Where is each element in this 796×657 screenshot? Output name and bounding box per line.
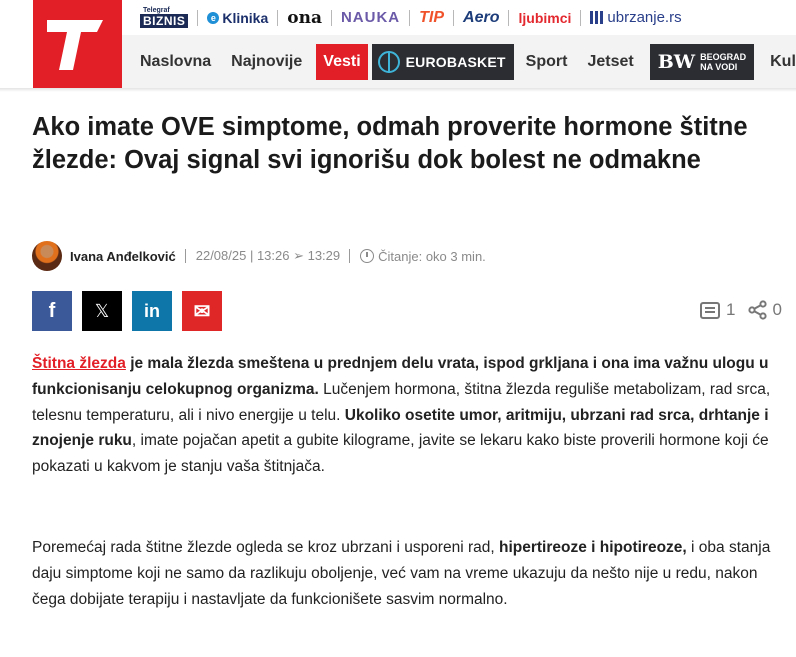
brand-nauka-link[interactable] (341, 9, 400, 26)
body-text: Lučenjem hormona, štitna žlezda reguliše metabolizam, rad srca, telesnu temperaturu, ali i nivo energije u telu. (32, 380, 771, 424)
body-text: Poremećaj rada štitne žlezde ogleda se kroz ubrzani i usporeni rad, (32, 539, 499, 556)
divider (508, 10, 509, 26)
share-linkedin-button[interactable] (132, 291, 172, 331)
facebook-icon: f (48, 299, 56, 322)
article-paragraph-1 (32, 351, 772, 480)
site-logo[interactable] (33, 0, 122, 88)
bold-text: je mala žlezda smeštena u prednjem delu vrata, ispod grkljana i ona ima važnu ulogu u funkcionisanju celokupnog organizma. (32, 355, 769, 398)
divider (349, 249, 350, 263)
eurobasket-label: EUROBASKET (405, 53, 506, 70)
telegraf-t-logo-icon (43, 14, 111, 74)
bw-line1: BEOGRAD (700, 51, 747, 62)
nav-naslovna[interactable]: Naslovna (140, 52, 212, 70)
brand-biznis-link[interactable] (140, 7, 188, 28)
article-title: Ako imate OVE simptome, odmah proverite hormone štitne žlezde: Ovaj signal svi ignorišu dok bolest ne odmakne (32, 113, 748, 174)
body-text: , imate pojačan apetit a gubite kilograme, javite se lekaru kako biste proverili hormone koji će pokazati u kakvom je stanju vaša štitnjača. (32, 432, 769, 476)
divider (277, 10, 278, 26)
email-icon: ✉ (193, 300, 211, 323)
reading-time: Čitanje: oko 3 min. (378, 248, 486, 264)
klinika-label: Klinika (222, 9, 269, 26)
brand-ljubimci-link[interactable] (518, 10, 571, 26)
nav-beograd-na-vodi[interactable] (650, 44, 754, 80)
ona-label: ona (287, 7, 322, 28)
brand-klinika-link[interactable] (207, 10, 268, 26)
ubrzanje-logo-icon (590, 11, 603, 24)
bold-text: hipertireoze i hipotireoze, (498, 539, 687, 556)
share-email-button[interactable] (182, 291, 222, 331)
tip-label: TIP (419, 8, 445, 26)
nav-sport[interactable]: Sport (525, 52, 568, 70)
bw-logo: BW (657, 50, 696, 73)
article-meta (32, 241, 486, 271)
header-shadow (0, 88, 796, 92)
nav-najnovije[interactable]: Najnovije (231, 52, 303, 70)
nauka-label: NAUKA (340, 9, 401, 26)
comment-icon[interactable] (700, 302, 720, 319)
ljubimci-label: ljubimci (518, 9, 572, 26)
divider (580, 10, 581, 26)
linkedin-icon: in (144, 300, 160, 321)
brand-ubrzanje-link[interactable] (590, 9, 681, 26)
comment-count[interactable]: 1 (726, 300, 736, 319)
main-nav (122, 35, 796, 88)
divider (185, 249, 186, 263)
bw-line2: NA VODI (700, 61, 738, 72)
brand-aero-link[interactable] (463, 9, 499, 27)
nav-jetset[interactable]: Jetset (587, 52, 634, 70)
klinika-icon: e (207, 12, 219, 24)
author-avatar[interactable] (32, 241, 62, 271)
top-brands-bar (122, 0, 796, 35)
nav-eurobasket[interactable] (372, 44, 514, 80)
aero-label: Aero (463, 8, 500, 26)
ubrzanje-label: ubrzanje.rs (607, 9, 682, 26)
share-facebook-button[interactable] (32, 291, 72, 331)
engagement-counters (700, 300, 782, 320)
timer-icon (360, 249, 374, 263)
publish-date: 22/08/25 | 13:26 ➢ 13:29 (195, 248, 341, 263)
article-paragraph-2 (32, 535, 772, 612)
share-icon[interactable] (748, 300, 768, 320)
stitna-zlezda-link[interactable]: Štitna žlezda (32, 355, 126, 372)
nav-kul[interactable]: Kul (770, 52, 796, 70)
nav-vesti[interactable]: Vesti (316, 44, 367, 80)
brand-tip-link[interactable] (419, 9, 444, 27)
bold-text: Ukoliko osetite umor, aritmiju, ubrzani rad srca, drhtanje i znojenje ruku (32, 406, 769, 450)
share-x-button[interactable] (82, 291, 122, 331)
body-text: i oba stanja daju simptome koji ne samo da razlikuju oboljenje, već vam na vreme ukazuju da nešto nije u redu, nakon čega dobijate terapiju i nastavljate da funkcionišete sasvim normalno. (32, 539, 771, 608)
brand-ona-link[interactable] (287, 8, 322, 28)
biznis-label: BIZNIS (140, 14, 188, 28)
divider (331, 10, 332, 26)
x-icon: 𝕏 (94, 300, 110, 321)
share-buttons (32, 291, 232, 331)
share-count: 0 (772, 300, 782, 319)
biznis-small-label: Telegraf (143, 7, 170, 14)
bw-text (700, 52, 746, 72)
divider (453, 10, 454, 26)
divider (197, 10, 198, 26)
author-name[interactable]: Ivana Anđelković (70, 248, 176, 264)
divider (409, 10, 410, 26)
basketball-icon (378, 51, 400, 73)
